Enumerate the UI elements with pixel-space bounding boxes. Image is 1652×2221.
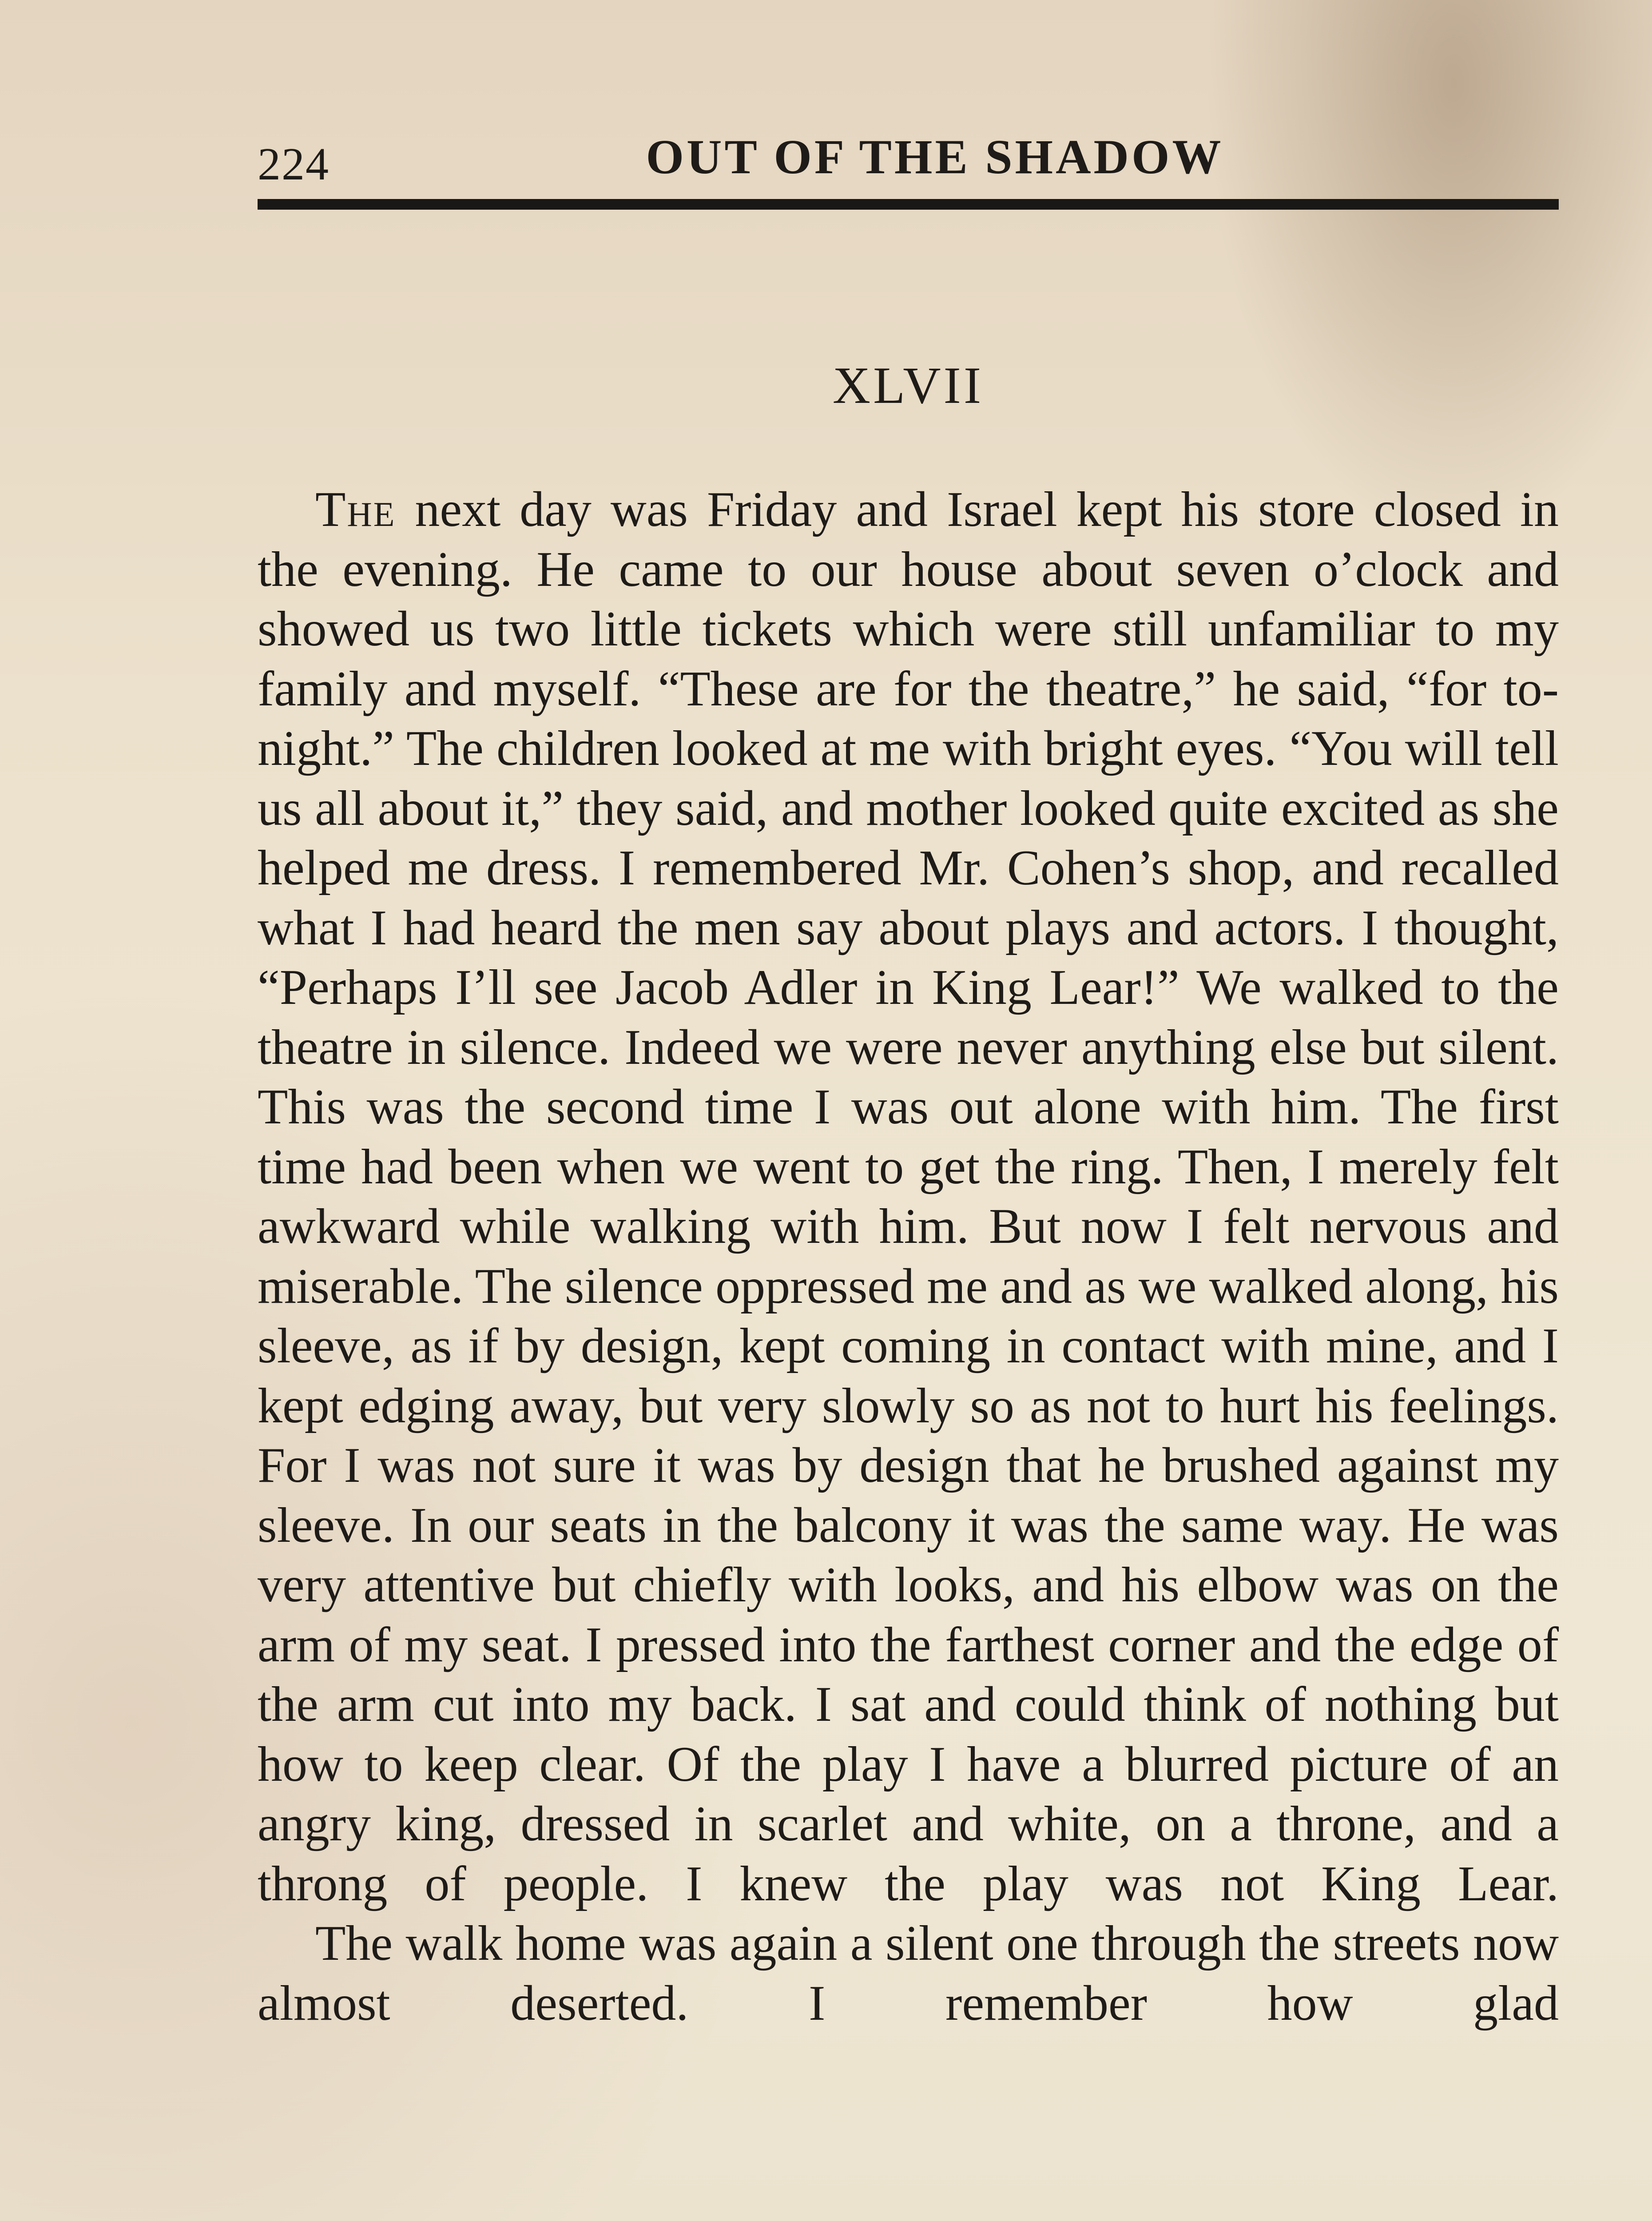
running-head bbox=[258, 129, 1559, 200]
paragraph-1-text: next day was Friday and Israel kept his store closed in the evening. He came to our house about seven o’clock and showed us two little tickets which were still unfamiliar to my family and myself. “These are for the theatre,” he said, “for to-night.” The children looked at me with bright eyes. “You will tell us all about it,” they said, and mother looked quite excited as she helped me dress. I remembered Mr. Cohen’s shop, and recalled what I had heard the men say about plays and actors. I thought, “Perhaps I’ll see Jacob Adler in King Lear!” We walked to the theatre in silence. Indeed we were never anything else but silent. This was the second time I was out alone with him. The first time had been when we went to get the ring. Then, I merely felt awkward while walking with him. But now I felt nervous and miserable. The silence oppressed me and as we walked along, his sleeve, as if by design, kept coming in contact with mine, and I kept edging away, but very slowly so as not to hurt his feelings. For I was not sure it was by design that he brushed against my sleeve. In our seats in the balcony it was the same way. He was very attentive but chiefly with looks, and his elbow was on the arm of my seat. I pressed into the farthest corner and the edge of the arm cut into my back. I sat and could think of nothing but how to keep clear. Of the play I have a blurred picture of an angry king, dressed in scarlet and white, on a throne, and a throng of people. I knew the play was not King Lear. bbox=[258, 482, 1559, 1911]
paragraph-lead-word: The bbox=[315, 482, 396, 537]
running-title: OUT OF THE SHADOW bbox=[646, 130, 1224, 184]
paragraph-1 bbox=[258, 480, 1559, 1914]
body-text bbox=[258, 480, 1559, 2033]
page-number: 224 bbox=[258, 139, 330, 190]
header-rule bbox=[258, 199, 1559, 210]
paragraph-2-text: The walk home was again a silent one through the streets now almost deserted. I remember how glad bbox=[258, 1916, 1559, 2031]
paragraph-2 bbox=[258, 1914, 1559, 2033]
chapter-number: XLVII bbox=[832, 356, 984, 414]
